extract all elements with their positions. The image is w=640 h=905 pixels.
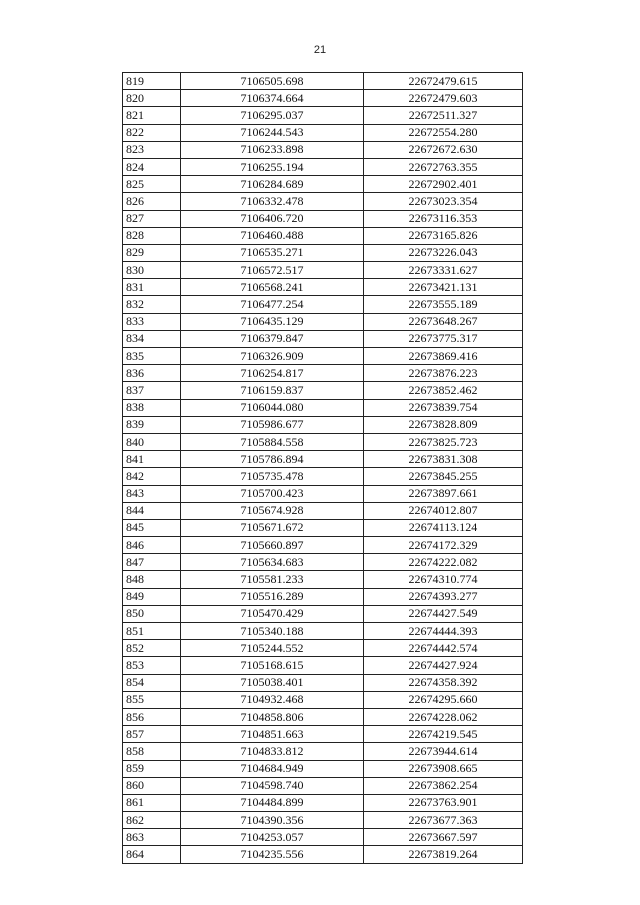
- y-coordinate-cell: 22673876.223: [364, 365, 523, 382]
- x-coordinate-cell: 7105340.188: [181, 623, 364, 640]
- table-row: [123, 416, 523, 433]
- y-coordinate-cell: 22673226.043: [364, 244, 523, 261]
- point-number-cell: 859: [123, 760, 181, 777]
- x-coordinate-cell: 7104253.057: [181, 829, 364, 846]
- table-row: [123, 777, 523, 794]
- y-coordinate-cell: 22673116.353: [364, 210, 523, 227]
- y-coordinate-cell: 22674219.545: [364, 726, 523, 743]
- point-number-cell: 845: [123, 519, 181, 536]
- table-row: [123, 588, 523, 605]
- x-coordinate-cell: 7106477.254: [181, 296, 364, 313]
- y-coordinate-cell: 22673828.809: [364, 416, 523, 433]
- point-number-cell: 864: [123, 846, 181, 863]
- point-number-cell: 848: [123, 571, 181, 588]
- y-coordinate-cell: 22673862.254: [364, 777, 523, 794]
- point-number-cell: 863: [123, 829, 181, 846]
- point-number-cell: 839: [123, 416, 181, 433]
- table-row: [123, 296, 523, 313]
- point-number-cell: 855: [123, 691, 181, 708]
- x-coordinate-cell: 7105735.478: [181, 468, 364, 485]
- point-number-cell: 852: [123, 640, 181, 657]
- y-coordinate-cell: 22673908.665: [364, 760, 523, 777]
- y-coordinate-cell: 22673775.317: [364, 330, 523, 347]
- point-number-cell: 819: [123, 73, 181, 90]
- point-number-cell: 854: [123, 674, 181, 691]
- point-number-cell: 827: [123, 210, 181, 227]
- point-number-cell: 825: [123, 176, 181, 193]
- x-coordinate-cell: 7104684.949: [181, 760, 364, 777]
- x-coordinate-cell: 7106568.241: [181, 279, 364, 296]
- point-number-cell: 834: [123, 330, 181, 347]
- table-row: [123, 365, 523, 382]
- y-coordinate-cell: 22673648.267: [364, 313, 523, 330]
- y-coordinate-cell: 22672479.603: [364, 90, 523, 107]
- table-row: [123, 193, 523, 210]
- y-coordinate-cell: 22674393.277: [364, 588, 523, 605]
- x-coordinate-cell: 7104598.740: [181, 777, 364, 794]
- table-row: [123, 433, 523, 450]
- x-coordinate-cell: 7106295.037: [181, 107, 364, 124]
- y-coordinate-cell: 22674113.124: [364, 519, 523, 536]
- y-coordinate-cell: 22674222.082: [364, 554, 523, 571]
- point-number-cell: 837: [123, 382, 181, 399]
- x-coordinate-cell: 7106332.478: [181, 193, 364, 210]
- x-coordinate-cell: 7105884.558: [181, 433, 364, 450]
- point-number-cell: 844: [123, 502, 181, 519]
- x-coordinate-cell: 7104932.468: [181, 691, 364, 708]
- x-coordinate-cell: 7104390.356: [181, 812, 364, 829]
- y-coordinate-cell: 22674172.329: [364, 537, 523, 554]
- point-number-cell: 828: [123, 227, 181, 244]
- x-coordinate-cell: 7105244.552: [181, 640, 364, 657]
- table-row: [123, 141, 523, 158]
- point-number-cell: 821: [123, 107, 181, 124]
- y-coordinate-cell: 22673869.416: [364, 348, 523, 365]
- point-number-cell: 857: [123, 726, 181, 743]
- x-coordinate-cell: 7105634.683: [181, 554, 364, 571]
- y-coordinate-cell: 22672554.280: [364, 124, 523, 141]
- table-row: [123, 691, 523, 708]
- table-row: [123, 812, 523, 829]
- y-coordinate-cell: 22672479.615: [364, 73, 523, 90]
- y-coordinate-cell: 22672672.630: [364, 141, 523, 158]
- table-row: [123, 399, 523, 416]
- table-row: [123, 90, 523, 107]
- point-number-cell: 842: [123, 468, 181, 485]
- y-coordinate-cell: 22674228.062: [364, 708, 523, 725]
- table-row: [123, 537, 523, 554]
- x-coordinate-cell: 7104858.806: [181, 708, 364, 725]
- point-number-cell: 838: [123, 399, 181, 416]
- x-coordinate-cell: 7106159.837: [181, 382, 364, 399]
- point-number-cell: 836: [123, 365, 181, 382]
- coordinates-table: [122, 72, 523, 864]
- table-row: [123, 674, 523, 691]
- table-row: [123, 502, 523, 519]
- table-row: [123, 794, 523, 811]
- table-row: [123, 485, 523, 502]
- y-coordinate-cell: 22673852.462: [364, 382, 523, 399]
- y-coordinate-cell: 22673825.723: [364, 433, 523, 450]
- y-coordinate-cell: 22672902.401: [364, 176, 523, 193]
- x-coordinate-cell: 7105470.429: [181, 605, 364, 622]
- table-row: [123, 571, 523, 588]
- y-coordinate-cell: 22673763.901: [364, 794, 523, 811]
- table-row: [123, 605, 523, 622]
- table-row: [123, 829, 523, 846]
- x-coordinate-cell: 7106233.898: [181, 141, 364, 158]
- table-row: [123, 107, 523, 124]
- table-row: [123, 124, 523, 141]
- y-coordinate-cell: 22672511.327: [364, 107, 523, 124]
- x-coordinate-cell: 7106255.194: [181, 158, 364, 175]
- page-number: 21: [313, 44, 327, 56]
- y-coordinate-cell: 22673897.661: [364, 485, 523, 502]
- x-coordinate-cell: 7104484.899: [181, 794, 364, 811]
- y-coordinate-cell: 22673839.754: [364, 399, 523, 416]
- point-number-cell: 835: [123, 348, 181, 365]
- point-number-cell: 829: [123, 244, 181, 261]
- point-number-cell: 846: [123, 537, 181, 554]
- point-number-cell: 833: [123, 313, 181, 330]
- x-coordinate-cell: 7106244.543: [181, 124, 364, 141]
- point-number-cell: 849: [123, 588, 181, 605]
- x-coordinate-cell: 7105038.401: [181, 674, 364, 691]
- x-coordinate-cell: 7106044.080: [181, 399, 364, 416]
- x-coordinate-cell: 7106572.517: [181, 262, 364, 279]
- y-coordinate-cell: 22673555.189: [364, 296, 523, 313]
- point-number-cell: 847: [123, 554, 181, 571]
- y-coordinate-cell: 22673421.131: [364, 279, 523, 296]
- point-number-cell: 861: [123, 794, 181, 811]
- x-coordinate-cell: 7104851.663: [181, 726, 364, 743]
- x-coordinate-cell: 7104833.812: [181, 743, 364, 760]
- table-row: [123, 468, 523, 485]
- point-number-cell: 851: [123, 623, 181, 640]
- table-row: [123, 743, 523, 760]
- x-coordinate-cell: 7106406.720: [181, 210, 364, 227]
- table-row: [123, 262, 523, 279]
- table-row: [123, 176, 523, 193]
- x-coordinate-cell: 7104235.556: [181, 846, 364, 863]
- point-number-cell: 832: [123, 296, 181, 313]
- x-coordinate-cell: 7105516.289: [181, 588, 364, 605]
- table-row: [123, 554, 523, 571]
- y-coordinate-cell: 22674442.574: [364, 640, 523, 657]
- x-coordinate-cell: 7105674.928: [181, 502, 364, 519]
- x-coordinate-cell: 7105168.615: [181, 657, 364, 674]
- point-number-cell: 831: [123, 279, 181, 296]
- y-coordinate-cell: 22674427.924: [364, 657, 523, 674]
- y-coordinate-cell: 22673023.354: [364, 193, 523, 210]
- x-coordinate-cell: 7106284.689: [181, 176, 364, 193]
- point-number-cell: 860: [123, 777, 181, 794]
- x-coordinate-cell: 7106535.271: [181, 244, 364, 261]
- table-row: [123, 657, 523, 674]
- y-coordinate-cell: 22674444.393: [364, 623, 523, 640]
- point-number-cell: 862: [123, 812, 181, 829]
- table-row: [123, 313, 523, 330]
- y-coordinate-cell: 22672763.355: [364, 158, 523, 175]
- table-row: [123, 846, 523, 863]
- y-coordinate-cell: 22674012.807: [364, 502, 523, 519]
- table-row: [123, 382, 523, 399]
- table-row: [123, 519, 523, 536]
- point-number-cell: 858: [123, 743, 181, 760]
- table-row: [123, 227, 523, 244]
- table-row: [123, 73, 523, 90]
- x-coordinate-cell: 7105700.423: [181, 485, 364, 502]
- x-coordinate-cell: 7106374.664: [181, 90, 364, 107]
- table-row: [123, 348, 523, 365]
- y-coordinate-cell: 22673845.255: [364, 468, 523, 485]
- x-coordinate-cell: 7106505.698: [181, 73, 364, 90]
- table-row: [123, 640, 523, 657]
- x-coordinate-cell: 7105581.233: [181, 571, 364, 588]
- x-coordinate-cell: 7106379.847: [181, 330, 364, 347]
- table-row: [123, 623, 523, 640]
- y-coordinate-cell: 22673831.308: [364, 451, 523, 468]
- x-coordinate-cell: 7106326.909: [181, 348, 364, 365]
- table-row: [123, 451, 523, 468]
- point-number-cell: 843: [123, 485, 181, 502]
- point-number-cell: 841: [123, 451, 181, 468]
- y-coordinate-cell: 22674310.774: [364, 571, 523, 588]
- y-coordinate-cell: 22673677.363: [364, 812, 523, 829]
- table-row: [123, 760, 523, 777]
- y-coordinate-cell: 22673667.597: [364, 829, 523, 846]
- table-row: [123, 330, 523, 347]
- coordinates-table-body: [123, 73, 523, 864]
- table-row: [123, 279, 523, 296]
- y-coordinate-cell: 22674358.392: [364, 674, 523, 691]
- table-row: [123, 726, 523, 743]
- x-coordinate-cell: 7105986.677: [181, 416, 364, 433]
- x-coordinate-cell: 7106435.129: [181, 313, 364, 330]
- point-number-cell: 856: [123, 708, 181, 725]
- y-coordinate-cell: 22673819.264: [364, 846, 523, 863]
- y-coordinate-cell: 22673944.614: [364, 743, 523, 760]
- x-coordinate-cell: 7106254.817: [181, 365, 364, 382]
- y-coordinate-cell: 22674427.549: [364, 605, 523, 622]
- y-coordinate-cell: 22674295.660: [364, 691, 523, 708]
- point-number-cell: 850: [123, 605, 181, 622]
- table-row: [123, 244, 523, 261]
- x-coordinate-cell: 7106460.488: [181, 227, 364, 244]
- table-row: [123, 210, 523, 227]
- point-number-cell: 823: [123, 141, 181, 158]
- point-number-cell: 830: [123, 262, 181, 279]
- table-row: [123, 158, 523, 175]
- point-number-cell: 840: [123, 433, 181, 450]
- point-number-cell: 826: [123, 193, 181, 210]
- table-row: [123, 708, 523, 725]
- point-number-cell: 820: [123, 90, 181, 107]
- point-number-cell: 824: [123, 158, 181, 175]
- x-coordinate-cell: 7105671.672: [181, 519, 364, 536]
- x-coordinate-cell: 7105786.894: [181, 451, 364, 468]
- point-number-cell: 822: [123, 124, 181, 141]
- y-coordinate-cell: 22673165.826: [364, 227, 523, 244]
- y-coordinate-cell: 22673331.627: [364, 262, 523, 279]
- point-number-cell: 853: [123, 657, 181, 674]
- x-coordinate-cell: 7105660.897: [181, 537, 364, 554]
